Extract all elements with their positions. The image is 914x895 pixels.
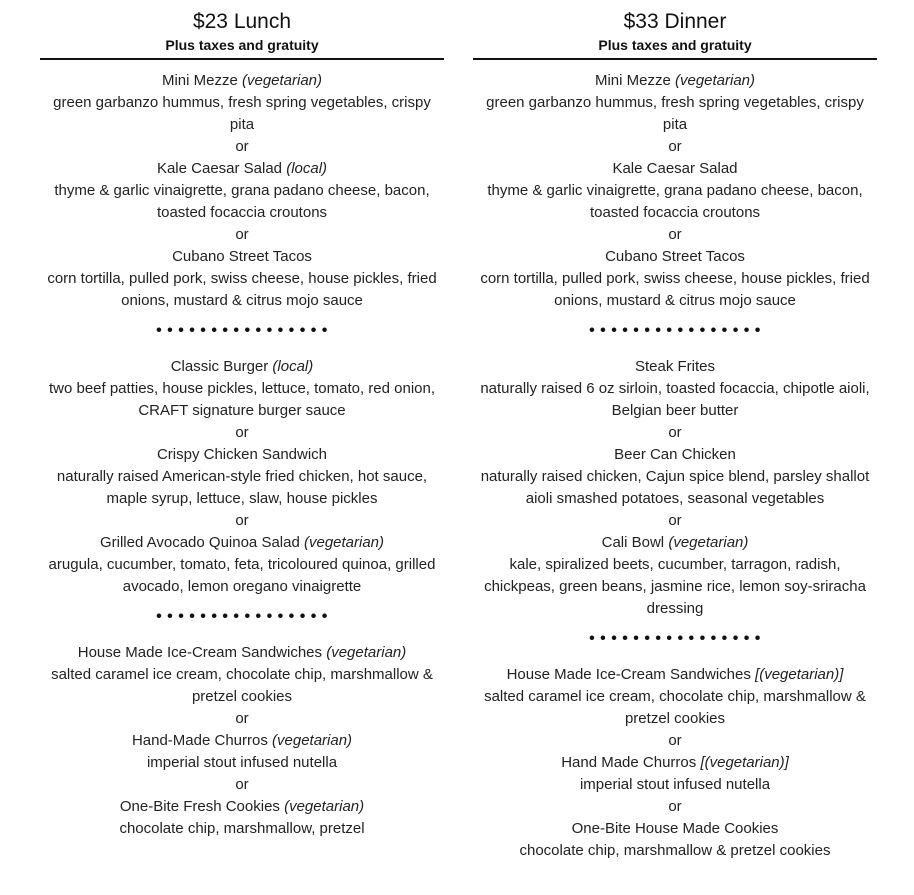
or-separator: or — [668, 226, 682, 243]
course-section — [473, 70, 877, 312]
menu-item-name — [473, 70, 877, 92]
menu-item-description: imperial stout infused nutella — [579, 776, 771, 793]
menu-item-name — [473, 444, 877, 466]
or-separator: or — [235, 424, 249, 441]
or-separator: or — [235, 776, 249, 793]
or-separator: or — [235, 512, 249, 529]
menu-item-name — [40, 642, 444, 664]
dietary-tag: (local) — [272, 358, 314, 375]
lunch-title: $23 Lunch — [192, 10, 292, 33]
menu-item-title: Hand Made Churros — [561, 754, 697, 771]
menu-item-description: green garbanzo hummus, fresh spring vegetables, crispy pita — [486, 94, 864, 133]
course-section — [40, 70, 444, 312]
menu-item-description: salted caramel ice cream, chocolate chip, marshmallow & pretzel cookies — [51, 666, 433, 705]
menu-item-name — [40, 70, 444, 92]
or-separator: or — [235, 226, 249, 243]
menu-item-description: corn tortilla, pulled pork, swiss cheese, house pickles, fried onions, mustard & citrus mojo sauce — [480, 270, 870, 309]
menu-item-description: chocolate chip, marshmallow & pretzel cookies — [519, 842, 831, 859]
menu-item-title: House Made Ice-Cream Sandwiches — [77, 644, 323, 661]
menu-item-title: Cubano Street Tacos — [605, 248, 745, 265]
dietary-tag: (vegetarian) — [241, 72, 323, 89]
menu-item-title: Mini Mezze — [594, 72, 671, 89]
or-separator: or — [668, 732, 682, 749]
dinner-header-rule — [473, 58, 877, 60]
menu-item-name — [40, 796, 444, 818]
menu-item-title: Kale Caesar Salad — [156, 160, 283, 177]
menu-item-description: naturally raised American-style fried chicken, hot sauce, maple syrup, lettuce, slaw, house pickles — [56, 468, 428, 507]
menu-item-title: Mini Mezze — [161, 72, 238, 89]
menu-item-title: Hand-Made Churros — [131, 732, 268, 749]
menu-item-description: naturally raised 6 oz sirloin, toasted focaccia, chipotle aioli, Belgian beer butter — [480, 380, 870, 419]
or-separator: or — [668, 798, 682, 815]
dietary-tag: [(vegetarian)] — [700, 754, 789, 771]
menu-item-name — [473, 356, 877, 378]
menu-item-title: Grilled Avocado Quinoa Salad — [99, 534, 300, 551]
menu-item-name — [473, 246, 877, 268]
menu-item-title: Crispy Chicken Sandwich — [156, 446, 328, 463]
dinner-title: $33 Dinner — [623, 10, 727, 33]
lunch-subtitle: Plus taxes and gratuity — [165, 37, 319, 53]
menu-item-description: corn tortilla, pulled pork, swiss cheese, house pickles, fried onions, mustard & citrus mojo sauce — [47, 270, 437, 309]
course-section — [40, 642, 444, 840]
course-section — [473, 664, 877, 862]
menu-item-description: arugula, cucumber, tomato, feta, tricoloured quinoa, grilled avocado, lemon oregano vinaigrette — [48, 556, 436, 595]
section-divider: • • • • • • • • • • • • • • • • — [589, 630, 761, 647]
section-divider: • • • • • • • • • • • • • • • • — [156, 322, 328, 339]
menu-item-description: salted caramel ice cream, chocolate chip, marshmallow & pretzel cookies — [484, 688, 866, 727]
menu-item-description: naturally raised chicken, Cajun spice blend, parsley shallot aioli smashed potatoes, seasonal vegetables — [480, 468, 870, 507]
menu-item-title: House Made Ice-Cream Sandwiches — [506, 666, 751, 683]
dinner-courses — [473, 70, 877, 862]
dietary-tag: (vegetarian) — [674, 72, 756, 89]
menu-item-name — [40, 730, 444, 752]
dietary-tag: (vegetarian) — [303, 534, 385, 551]
menu-item-name — [473, 818, 877, 840]
menu-item-name — [40, 356, 444, 378]
section-divider: • • • • • • • • • • • • • • • • — [156, 608, 328, 625]
or-separator: or — [235, 138, 249, 155]
or-separator: or — [668, 138, 682, 155]
menu-item-description: thyme & garlic vinaigrette, grana padano cheese, bacon, toasted focaccia croutons — [487, 182, 863, 221]
menu-item-name — [40, 158, 444, 180]
menu-item-description: chocolate chip, marshmallow, pretzel — [119, 820, 365, 837]
menu-item-description: imperial stout infused nutella — [146, 754, 338, 771]
menu-item-description: kale, spiralized beets, cucumber, tarragon, radish, chickpeas, green beans, jasmine rice, lemon soy-sriracha dressing — [484, 556, 866, 617]
section-divider: • • • • • • • • • • • • • • • • — [589, 322, 761, 339]
dietary-tag: (vegetarian) — [272, 732, 353, 749]
menu-item-name — [40, 246, 444, 268]
dinner-subtitle: Plus taxes and gratuity — [598, 37, 752, 53]
course-section — [473, 356, 877, 620]
menu-item-name — [473, 158, 877, 180]
dietary-tag: (vegetarian) — [284, 798, 365, 815]
lunch-menu-column — [40, 8, 444, 840]
menu-item-name — [473, 752, 877, 774]
menu-item-title: Beer Can Chicken — [614, 446, 736, 463]
or-separator: or — [668, 512, 682, 529]
or-separator: or — [235, 710, 249, 727]
menu-item-title: One-Bite House Made Cookies — [571, 820, 779, 837]
menu-item-name — [40, 444, 444, 466]
dietary-tag: (vegetarian) — [326, 644, 407, 661]
menu-item-name — [473, 532, 877, 554]
menu-item-title: Kale Caesar Salad — [612, 160, 738, 177]
menu-item-description: green garbanzo hummus, fresh spring vegetables, crispy pita — [53, 94, 431, 133]
menu-item-description: thyme & garlic vinaigrette, grana padano cheese, bacon, toasted focaccia croutons — [54, 182, 430, 221]
dinner-menu-column — [473, 8, 877, 862]
menu-item-title: Classic Burger — [170, 358, 269, 375]
menu-item-title: Steak Frites — [634, 358, 716, 375]
menu-item-description: two beef patties, house pickles, lettuce, tomato, red onion, CRAFT signature burger sauce — [48, 380, 436, 419]
lunch-courses — [40, 70, 444, 840]
or-separator: or — [668, 424, 682, 441]
menu-item-title: Cali Bowl — [601, 534, 665, 551]
dietary-tag: [(vegetarian)] — [755, 666, 844, 683]
course-section — [40, 356, 444, 598]
lunch-header-rule — [40, 58, 444, 60]
menu-item-name — [40, 532, 444, 554]
dietary-tag: (local) — [286, 160, 328, 177]
menu-item-title: One-Bite Fresh Cookies — [119, 798, 280, 815]
dietary-tag: (vegetarian) — [668, 534, 749, 551]
menu-item-name — [473, 664, 877, 686]
menu-item-title: Cubano Street Tacos — [172, 248, 312, 265]
